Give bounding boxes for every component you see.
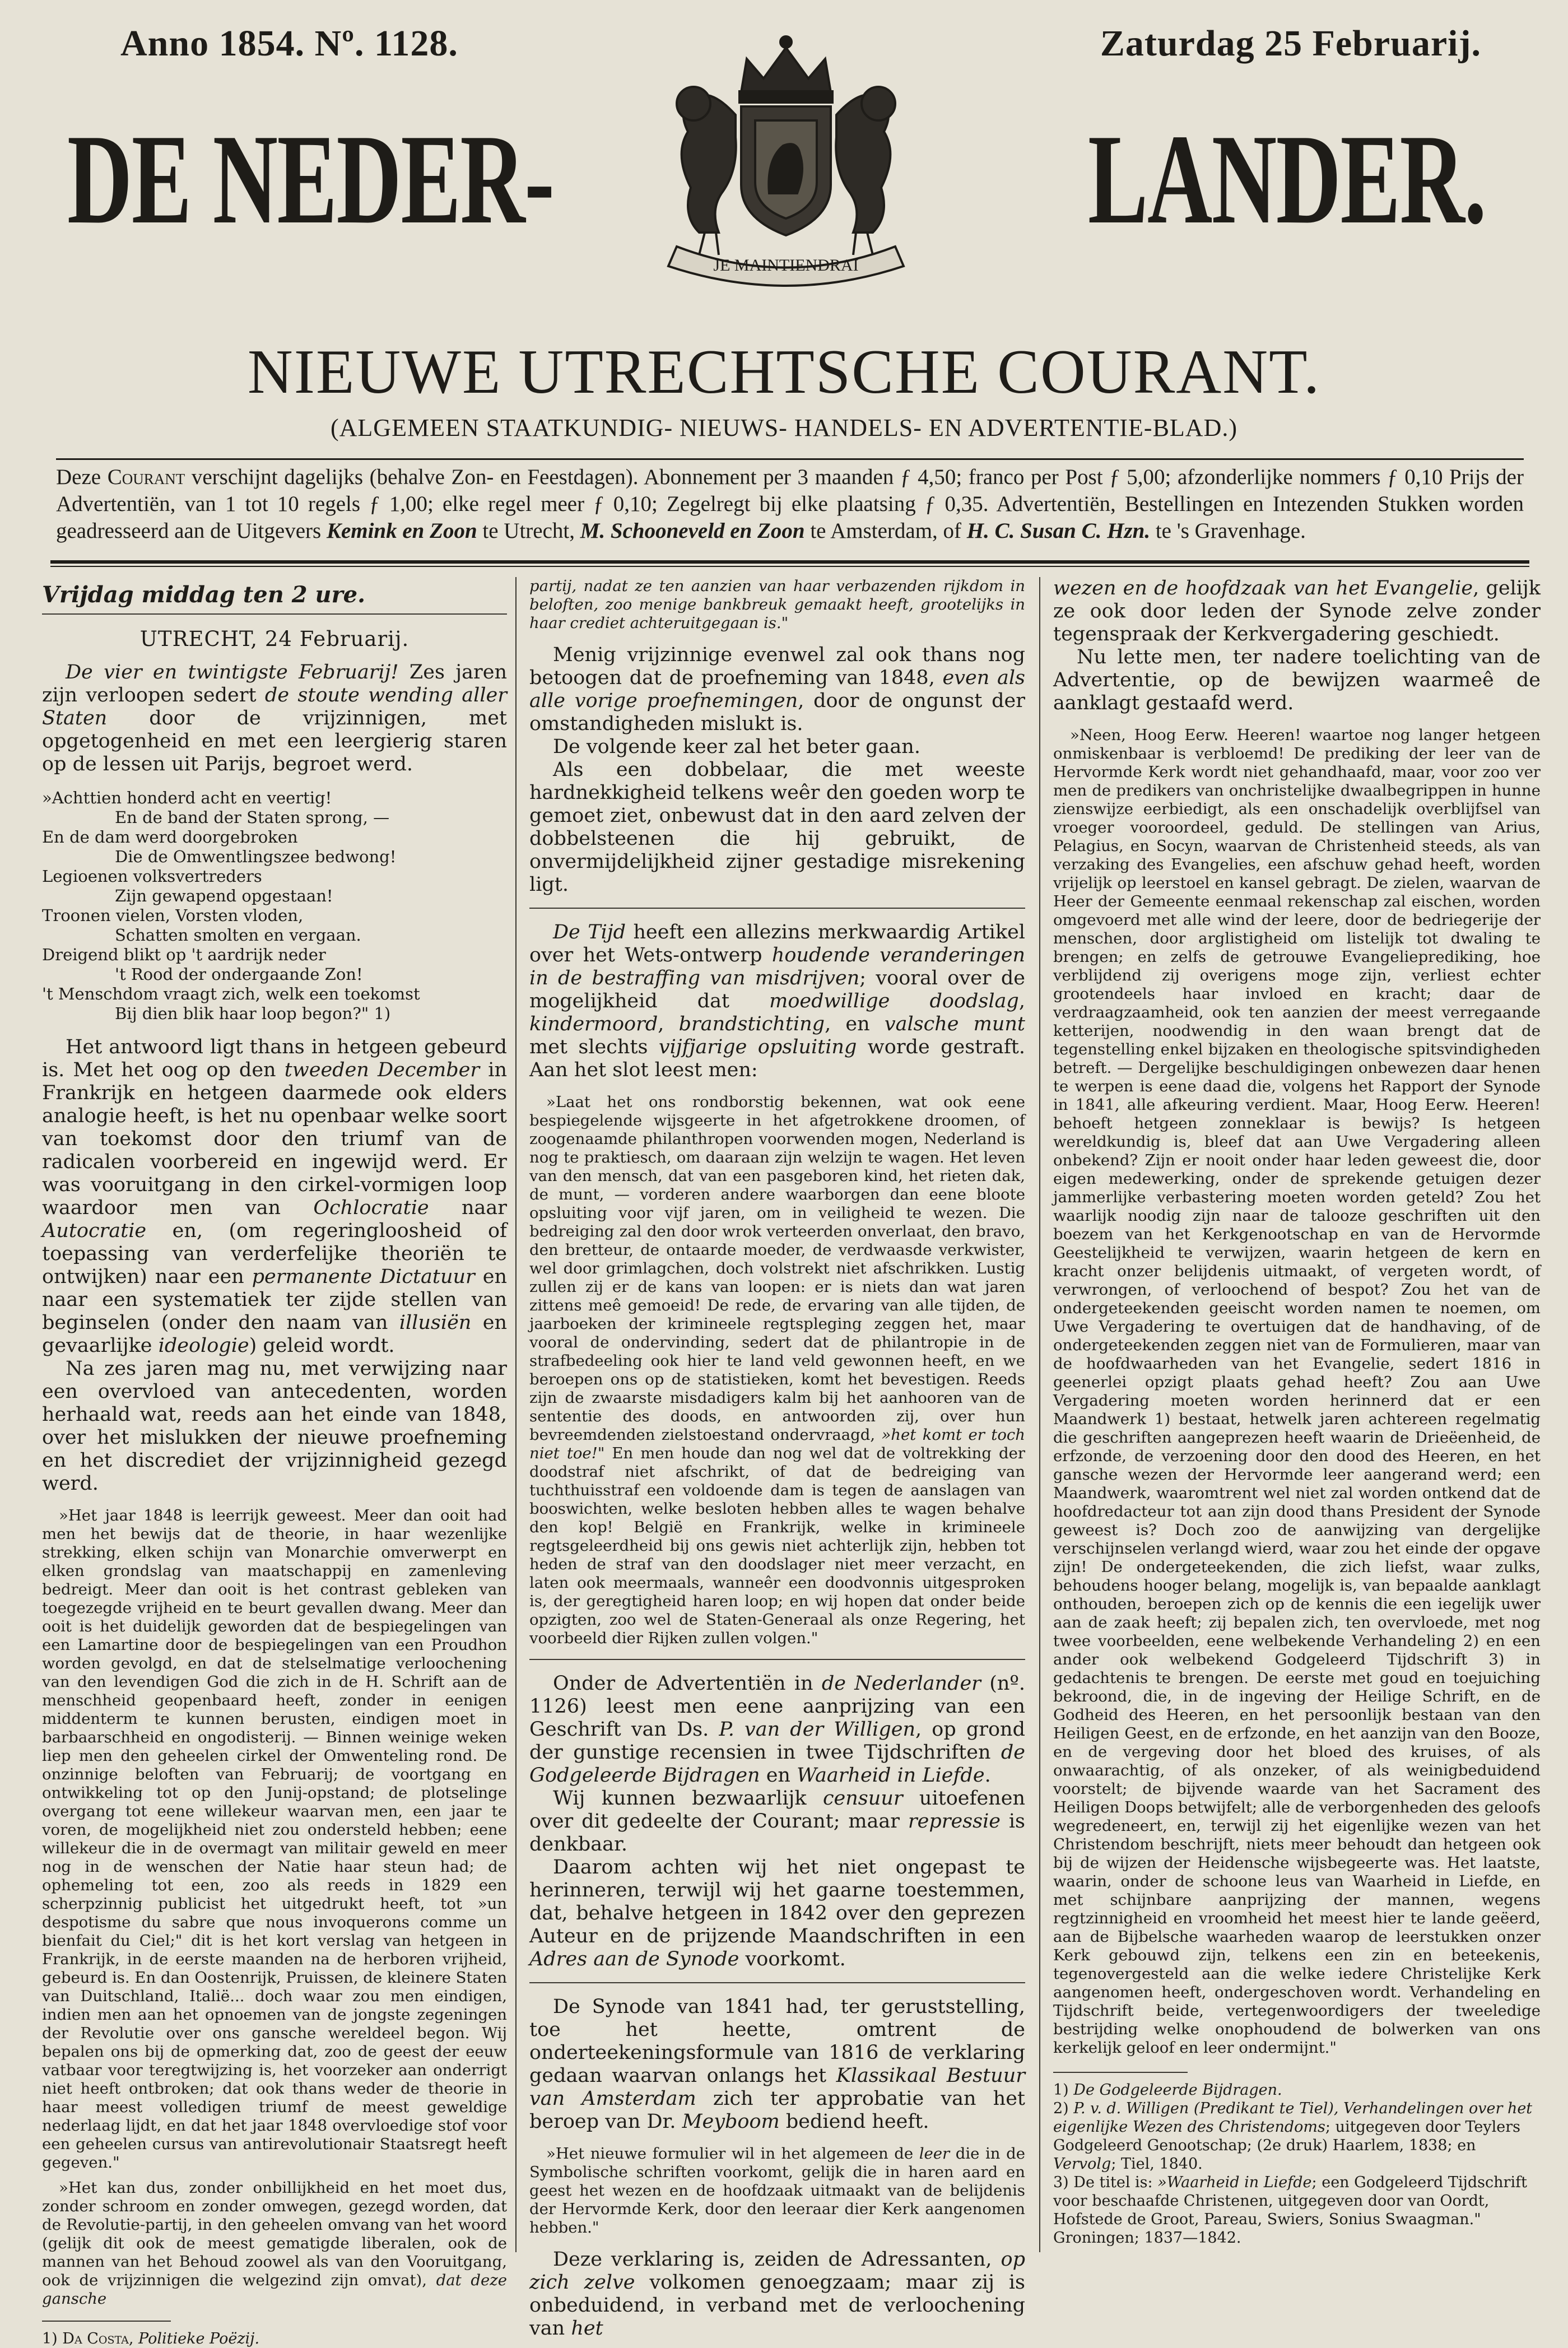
text-run: De Synode van 1841 had, ter geruststelling, toe het heette, omtrent de onderteekeningsformule van 1816 de verklaring gedaan waarvan onlangs het xyxy=(529,1996,1025,2087)
column-3 xyxy=(1053,577,1541,2252)
notice-text: te 's Gravenhage. xyxy=(1150,519,1306,543)
masthead-subsubtitle: (ALGEMEEN STAATKUNDIG- NIEUWS- HANDELS- EN ADVERTENTIE-BLAD.) xyxy=(330,414,1238,441)
text-run: die in de Symbolische schriften voorkomt, gelijk die in haren aard en geest het wezen en de hoofdzaak uitmaakt van de belijdenis der Hervormde Kerk, door den leeraar dier Kerk aangenomen hebben." xyxy=(529,2145,1025,2237)
issue-date: Zaturdag 25 Februarij. xyxy=(1100,23,1481,64)
text-run: »Het nieuwe formulier wil in het algemeen de xyxy=(546,2145,919,2163)
text-italic: kindermoord xyxy=(529,1013,658,1035)
notice-rule-thick xyxy=(50,560,1529,564)
footnote xyxy=(42,2330,507,2348)
text-run: Onder de Advertentiën in xyxy=(553,1672,822,1695)
footnote xyxy=(1053,2081,1541,2099)
text-run: ; Tiel, 1840. xyxy=(1111,2155,1203,2173)
top-rule xyxy=(56,458,1524,460)
text-italic: de Godgeleerde Bijdragen xyxy=(529,1741,1025,1787)
notice-text: Deze xyxy=(56,465,108,489)
city-dateline: UTRECHT, 24 Februarij. xyxy=(139,627,410,651)
column-1 xyxy=(42,577,508,2347)
article-rule xyxy=(529,908,1025,909)
publisher-utrecht: Kemink en Zoon xyxy=(326,519,477,543)
text-italic: even als alle vorige proefnemingen xyxy=(529,667,1026,712)
text-run: , xyxy=(658,1013,679,1035)
masthead-subtitle: NIEUWE UTRECHTSCHE COURANT. xyxy=(247,337,1321,407)
text-italic: Politieke Poëzij. xyxy=(138,2330,260,2347)
text-italic: wezen en de hoofdzaak van het Evangelie xyxy=(1053,577,1473,599)
spacer xyxy=(1053,715,1541,726)
quoted-paragraph: »Neen, Hoog Eerw. Heeren! waartoe nog langer hetgeen onmiskenbaar is verbloemd! De prediking der leer van de Hervormde Kerk wordt niet gehandhaafd, maar, voor zoo ver men de predikers van onchristelijke dwaalbegrippen in hunne zienswijze eerbiedigt, als een onschadelijk overblijfsel van vroeger vooroordeel, geduld. De stellingen van Arius, Pelagius, en Socyn, waarvan de Christenheid steeds, als van verzaking des Evangelies, een afschuw gehad heeft, worden vrijelijk op leerstoel en kansel gebragt. De zielen, waarvan de Heer der Gemeente eenmaal rekenschap zal eischen, worden omgevoerd met alle wind der leere, door de bedriegerije der menschen, door arglistigheid om listelijk tot dwaling te brengen; en zelfs de getrouwe Evangelieprediking, hoe verblijdend zij overigens moge zijn, verliest echter grootendeels haar invloed en kracht; daar de verdraagzaamheid, ook ten aanzien der meest verregaande ketterijen, noodwendig in den waan brengt dat de tegenstelling enkel bijzaken en theologische spitsvindigheden betreft. — Dergelijke beschuldigingen onbewezen daar henen te werpen is eene daad die, volgens het Rapport der Synode in 1841, alle afkeuring verdient. Maar, Hoog Eerw. Heeren! behoeft hetgeen zonneklaar is bewijs? Is hetgeen wereldkundig is, bleef dat aan Uwe Vergadering alleen onbekend? Zijn er nooit onder haar leden geweest die, door eigen medewerking, onder de sprekende getuigen dezer jammerlijke verbastering moeten worden geteld? Zou het waarlijk noodig zijn naar de talooze geschriften uit den boezem van het Kerkgenootschap en van de Hervormde Geestelijkheid te verwijzen, waarin hetgeen de kern en kracht onzer belijdenis uitmaakt, of vergeten wordt, of verwrongen, of verloochend of bespot? Zou het van de ondergeteekenden geeischt worden namen te noemen, om Uwe Vergadering te overtuigen dat de handhaving, of de ondergeteekenden zeggen niet van de Formulieren, maar van de hoofdwaarheden van het Evangelie, sedert 1816 in geenerlei opzigt plaats gehad heeft? Zou aan Uwe Vergadering moeten worden herinnerd dat er een Maandwerk 1) bestaat, hetwelk jaren achtereen regelmatig die geschriften aangeprezen heeft waarin de Drieëenheid, de erfzonde, de verzoening door den dood des Heeren, en het gansche wezen der Hervormde leer aangerand werd; een Maandwerk, waaromtrent wel niet zal worden ontkend dat de hoofdredacteur tot aan zijn dood thans President der Synode geweest is? Doch zoo de aanwijzing van dergelijke verschijnselen verlangd wierd, waar zou het einde der opgave zijn! De ondergeteekenden, die zich liefst, waar zulks, behoudens hooger belang, mogelijk is, van bepaalde aanklagt onthouden, beroepen zich op de kennis die een iegelijk uwer aan de zaak heeft; zij bepalen zich, ten overvloede, met nog twee voorbeelden, eene welbekende Verhandeling 2) en een ander ook welbekend Godgeleerd Tijdschrift 3) in gedachtenis te brengen. De eerste met goud en toejuiching bekroond, die, in de ingeving der Heilige Schrift, en de Godheid des Heeren, en het persoonlijk bestaan van den Heiligen Geest, en de erfzonde, en het aanzijn van den Booze, en de vergeving door het bloed des kruises, of als onwaarachtig, of als onzeker, of als weinigbeduidend voorstelt; de bijvende waarde van het Sacrament des Heiligen Doops betwijfelt; alle de verborgenheden des geloofs wegredeneert, en, terwijl zij het eigenlijke wezen van het Christendom beschrijft, niets meer behoudt dan hetgeen ook bij de wijzen der Heidensche wijsbegeerte was. Het laatste, waarin, onder de schoone leus van Waarheid in Liefde, en met schijnbare aanprijzing der mannen, wegens regtzinnigheid en vroomheid het meest hier te lande geëerd, aan de Bijbelsche waarheden waarop de leerstukken onzer Kerk gebouwd zijn, telkens een zin en beteekenis, tegenovergesteld aan die welke iedere Christelijke Kerk aangenomen heeft, ondergeschoven wordt. Verhandeling en Tijdschrift beide, vertegenwoordigers der tweeledige bestrijding welke onophoudend de bolwerken van ons kerkelijk geloof en leer ondermijnt." xyxy=(1053,726,1541,2057)
text-run: (nº. 1126) leest men eene aanprijzing van een Geschrift van Ds. xyxy=(529,1672,1025,1741)
text-run: Wij kunnen bezwaarlijk xyxy=(553,1787,823,1810)
footnote xyxy=(1053,2099,1541,2173)
text-italic: dat deze gansche xyxy=(42,2271,507,2308)
spacer xyxy=(529,2133,1025,2145)
text-italic: de stoute wending aller Staten xyxy=(42,684,507,729)
subscription-notice xyxy=(56,464,1524,545)
text-italic: P. van der Willigen xyxy=(719,1718,916,1741)
text-run: 1) xyxy=(42,2330,63,2347)
article-paragraph xyxy=(529,921,1025,1082)
text-italic: censuur xyxy=(822,1787,903,1810)
footnote xyxy=(1053,2173,1541,2247)
royal-coat-of-arms-icon xyxy=(621,25,951,289)
article-paragraph xyxy=(529,2248,1025,2340)
poem-line: Dreigend blikt op 't aardrijk neder xyxy=(42,945,326,964)
footnote-rule xyxy=(42,2321,171,2322)
spacer xyxy=(42,2172,507,2179)
text-italic: permanente Dictatuur xyxy=(252,1266,475,1288)
quoted-paragraph xyxy=(529,2145,1025,2237)
text-run: 2) xyxy=(1053,2100,1074,2117)
text-italic: op zich zelve xyxy=(529,2248,1025,2294)
notice-text: verschijnt dagelijks (behalve Zon- en Feestdagen). Abonnement per 3 maanden ƒ 4,50; franco per Post ƒ 5,00; afzonderlijke nommers ƒ 0,10 Prijs der Advertentiën, van 1 tot 10 regels ƒ 1,00; elke regel meer ƒ 0,10; Zegelregt bij elke plaatsing ƒ 0,35. Advertentiën, Bestellingen en Intezenden Stukken worden geadresseerd aan de Uitgevers xyxy=(56,465,1524,543)
column-rule-1 xyxy=(515,577,517,2252)
issue-number: Anno 1854. Nº. 1128. xyxy=(120,23,458,64)
text-italic: ideologie xyxy=(158,1335,249,1357)
text-run: en xyxy=(760,1764,797,1787)
text-run: ) geleid wordt. xyxy=(249,1335,395,1357)
quoted-paragraph: »Het jaar 1848 is leerrijk geweest. Meer dan ooit had men het bewijs dat de theorie, in haar wezenlijke strekking, elken schijn van Monarchie omverwerpt en elken grondslag van maatschappij en zamenleving bedreigt. Meer dan ooit is het contrast gebleken van toegezegde vrijheid en te beurt gevallen dwang. Meer dan ooit is het duidelijk geworden dat de bespiegelingen van een Lamartine door de bespiegelingen van een Proudhon worden gevolgd, en dat de stelselmatige verloochening van den levendigen God die zich in de H. Schrift aan de menschheid geopenbaard heeft, zonder in eenigen middenterm te kunnen berusten, eindigen moet in barbaarschheid en ongodisterij. — Binnen weinige weken liep men den geheelen cirkel der Omwenteling rond. De onzinnige beloften van Februarij; de voortgang en ontwikkeling tot op den Junij-opstand; de plotselinge overgang tot eene willekeur waarvan men, een jaar te voren, de mogelijkheid niet zou ondersteld hebben; eene willekeur die in de overmagt van militair geweld en meer nog in de wenschen der Natie haar steun had; de ophemeling tot een, zoo als reeds in 1829 een scherpzinnig publicist het uitgedrukt heeft, tot »un despotisme du sabre que nous invoquerons comme un bienfait du Ciel;" dit is het kort verslag van hetgeen in Frankrijk, in de eerste maanden na de herboren vrijheid, gebeurd is. En dan Oostenrijk, Pruissen, de kleinere Staten van Duitschland, Italië... doch waar zou men eindigen, indien men aan het opnoemen van de jongste zegeningen der Revolutie over ons gansche wereldeel begon. Wij bepalen ons bij de opmerking dat, zoo de geest der eeuw vatbaar voor teregtwijzing is, het voorzeker aan onderrigt niet heeft ontbroken; dat ook thans weder de theorie in haar meest volledigen triumf de meest geweldige nederlaag lijdt, en dat het jaar 1848 overvloedige stof voor een geheelen cursus van antirevolutionair Staatsregt heeft gegeven." xyxy=(42,1507,507,2172)
quoted-paragraph xyxy=(529,1093,1025,1648)
masthead-title-right: LANDER. xyxy=(1088,108,1486,250)
poem-line: »Achttien honderd acht en veertig! xyxy=(42,788,332,807)
text-run: , xyxy=(128,2330,139,2347)
text-run: »Laat het ons rondborstig bekennen, wat ook eene bespiegelende wijsgeerte in het afgetrokkene droomen, of zoogenaamde philanthropen voorwenden mogen, Nederland is nog te praktiesch, om daaraan zijn welzijn te wagen. Het leven van den mensch, dat van een pasgeboren kind, het rieten dak, de munt, — vorderen andere waarborgen dan eene bloote opsluiting voor vijf jaren, om in veiligheid te wezen. Die bedreiging zal den door wrok verteerden onverlaat, den bravo, den bretteur, de ontaarde moeder, de verdwaasde verkwister, wel door grimlagchen, doch volstrekt niet afschrikken. Lustig zullen zij er de kans van loopen: er is niets dan wat jaren zittens meê gemoeid! De rede, de ervaring van alle tijden, de jaarboeken der krimineele regtspleging zeggen het, maar vooral de ondervinding, sedert dat de philantropie in de strafbedeeling ook hier te land veld gewonnen heeft, en we beroepen ons op de statistieken, komt het bevestigen. Reeds zijn de zwaarste misdadigers kalm bij het aanhooren van de sententie des doods, en antwoorden zij, over hun bevreemdenden zielstoestand ondervraagd, xyxy=(529,1093,1025,1444)
text-italic: Klassikaal Bestuur van Amsterdam xyxy=(529,2065,1025,2110)
poem-line: Troonen vielen, Vorsten vloden, xyxy=(42,906,304,925)
poem-quotation xyxy=(42,788,507,1024)
article-paragraph: Nu lette men, ter nadere toelichting van de Advertentie, op de bewijzen waarmeê de aanklagt gestaafd werd. xyxy=(1053,646,1541,714)
text-run: uitoefenen over dit gedeelte der Courant; maar xyxy=(529,1787,1025,1833)
article-paragraph xyxy=(529,644,1025,736)
masthead-title-left: DE NEDER- xyxy=(67,108,554,250)
poem-line: En de band der Staten sprong, — xyxy=(115,808,390,827)
article-rule xyxy=(529,1659,1025,1660)
article-paragraph xyxy=(529,1856,1025,1971)
text-italic: Ochlocratie xyxy=(313,1197,429,1219)
text-run: door de vrijzinnigen, met opgetogenheid en met een leergierig staren op de lessen uit Parijs, begroet werd. xyxy=(42,707,507,775)
text-run: is denkbaar. xyxy=(529,1810,1026,1856)
text-run: , gelijk ze ook door leden der Synode zelve zonder tegenspraak der Kerkvergadering geschiedt. xyxy=(1053,577,1541,645)
article-paragraph xyxy=(1053,577,1541,646)
text-italic: P. v. d. Willigen (Predikant te Tiel), Verhandelingen over het eigenlijke Wezen des Christendoms xyxy=(1053,2100,1533,2136)
text-run: 3) De titel is: xyxy=(1053,2174,1158,2191)
text-run: ; uitgegeven door Teylers Godgeleerd Genootschap; (2e druk) Haarlem, 1838; en xyxy=(1053,2118,1520,2154)
text-run: worde gestraft. Aan het slot leest men: xyxy=(529,1036,1025,1081)
notice-text: te Amsterdam, of xyxy=(804,519,967,543)
text-italic: partij, nadat ze ten aanzien van haar verbazenden rijkdom in beloften, zoo menige bankbreuk gemaakt heeft, grootelijks in haar crediet achteruitgegaan is." xyxy=(529,577,1025,632)
poem-line: 't Rood der ondergaande Zon! xyxy=(115,965,363,984)
text-italic: moedwillige doodslag xyxy=(769,990,1019,1012)
text-run: voorkomt. xyxy=(739,1948,846,1970)
text-italic: »het komt er toch niet toe!" xyxy=(529,1426,1025,1462)
text-run: , en xyxy=(825,1013,885,1035)
crest-motto: JE MAINTIENDRAI xyxy=(713,256,859,275)
quoted-paragraph xyxy=(42,2179,507,2308)
spacer xyxy=(529,633,1025,644)
text-run: en naar een systematiek ter zijde stellen van beginselen (onder den naam van xyxy=(42,1266,507,1334)
text-italic: de Nederlander xyxy=(821,1672,981,1695)
text-run: En men houde dan nog wel dat de voltrekking der doodstraf niet afschrikt, of dat de bedreiging van tuchthuisstraf een voldoende dam is tegen de aanslagen van booswichten, welke besloten hebben alles te wagen behalve den kop! België en Frankrijk, welke in krimineele regtsgeleerdheid bij ons gewis niet achterlijk zijn, hebben tot heden de straf van den doodslager niet meer verzacht, en laten ook meermaals, wanneêr een doodvonnis uitgesproken is, der geregtigheid haren loop; en wij hopen dat onder beide opzigten, zoo wel de Staten-Generaal als onze Regering, het voorbeeld dier Rijken zullen volgen." xyxy=(529,1444,1026,1647)
text-italic: leer xyxy=(919,2145,950,2163)
poem-line: Legioenen volksvertreders xyxy=(42,867,262,886)
spacer xyxy=(529,1082,1025,1093)
text-italic: De Tijd xyxy=(553,921,626,943)
text-run: , door de ongunst der omstandigheden mislukt is. xyxy=(529,690,1025,735)
article-paragraph xyxy=(529,1996,1025,2133)
poem-line: 't Menschdom vraagt zich, welk een toekomst xyxy=(42,984,420,1003)
publisher-amsterdam: M. Schooneveld en Zoon xyxy=(580,519,805,543)
footnote-rule xyxy=(1053,2072,1188,2073)
publisher-gravenhage: H. C. Susan C. Hzn. xyxy=(966,519,1151,543)
heading-rule xyxy=(42,613,507,615)
text-run: naar xyxy=(429,1197,507,1219)
text-run: . xyxy=(984,1764,991,1787)
quoted-paragraph xyxy=(529,577,1025,633)
text-run: Daarom achten wij het niet ongepast te herinneren, terwijl wij het gaarne toestemmen, dat, behalve hetgeen in 1842 over den geprezen Auteur en de prijzende Maandschriften in een xyxy=(529,1856,1025,1947)
text-italic: vijfjarige opsluiting xyxy=(658,1036,857,1058)
text-run: en, (om regeringloosheid of toepassing van verderfelijke theoriën te ontwijken) naar een xyxy=(42,1220,507,1288)
text-run: en gevaarlijke xyxy=(42,1312,507,1357)
text-italic: het xyxy=(571,2317,603,2340)
text-run: heeft een allezins merkwaardig Artikel over het Wets-ontwerp xyxy=(529,921,1025,966)
article-paragraph: Als een dobbelaar, die met weeste hardnekkigheid telkens weêr den goeden worp te gemoet ziet, onbewust dat in den aard zelven der dobbelsteenen die hij gebruikt, de onvermijdelijkheid zijner gestadige misrekening ligt. xyxy=(529,759,1025,896)
article-paragraph: Na zes jaren mag nu, met verwijzing naar een overvloed van antecedenten, worden herhaald wat, reeds aan het einde van 1848, over het mislukken der nieuwe proefneming en het discrediet der vrijzinnigheid gezegd werd. xyxy=(42,1357,507,1495)
text-italic: brandstichting xyxy=(678,1013,825,1035)
text-italic: repressie xyxy=(908,1810,1001,1833)
text-run: bediend heeft. xyxy=(779,2110,929,2133)
text-italic: Waarheid in Liefde xyxy=(797,1764,985,1787)
article-paragraph: De volgende keer zal het beter gaan. xyxy=(553,736,920,758)
text-run: »Het kan dus, zonder onbillijkheid en het moet dus, zonder schroom en zonder omwegen, gezegd worden, dat de Revolutie-partij, in den geheelen omvang van het woord (gelijk dit ook de meest gematigde liberalen, ook de mannen van het Behoud zoowel als van den Vooruitgang, ook de vrijzinnigen die welgezind zijn omvat), xyxy=(42,2179,507,2289)
text-italic: De vier en twintigste Februarij! xyxy=(66,661,399,684)
text-run: , op grond der gunstige recensien in twee Tijdschriften xyxy=(529,1718,1025,1764)
text-run: met slechts xyxy=(529,1036,659,1058)
article-paragraph xyxy=(42,661,507,776)
article-paragraph xyxy=(42,1036,507,1357)
text-italic: valsche munt xyxy=(884,1013,1025,1035)
text-run: Da Costa xyxy=(62,2330,129,2347)
text-run: Deze verklaring is, zeiden de Adressanten, xyxy=(553,2248,1001,2271)
text-run: ; vooral over de mogelijkheid dat xyxy=(529,967,1025,1012)
spacer xyxy=(42,1495,507,1507)
edition-heading: Vrijdag middag ten 2 ure. xyxy=(42,582,366,608)
poem-line: Die de Omwentlingszee bedwong! xyxy=(115,847,397,866)
text-run: Het antwoord ligt thans in hetgeen gebeurd is. Met het oog op den xyxy=(42,1036,507,1081)
text-italic: »Waarheid in Liefde xyxy=(1157,2174,1312,2191)
notice-text: te Utrecht, xyxy=(477,519,580,543)
text-run: Menig vrijzinnige evenwel zal ook thans nog betoogen dat de proefneming van 1848, xyxy=(529,644,1025,689)
article-paragraph xyxy=(529,1787,1025,1856)
text-italic: houdende veranderingen in de bestraffing van misdrijven xyxy=(529,944,1025,989)
spacer xyxy=(529,2237,1025,2248)
column-2 xyxy=(529,577,1026,2340)
article-paragraph xyxy=(529,1672,1025,1787)
text-italic: Vervolg xyxy=(1053,2155,1111,2173)
text-italic: Autocratie xyxy=(42,1220,147,1242)
text-run: in Frankrijk en hetgeen daarmede ook elders analogie heeft, is het nu openbaar welke soort van toekomst door den triumf van de radicalen voorbereid en ingewijd werd. Er was vooruitgang in den cirkel-vormigen loop waardoor men van xyxy=(42,1059,507,1219)
text-italic: illusiën xyxy=(399,1312,472,1334)
text-italic: tweeden December xyxy=(284,1059,480,1081)
text-run: volkomen genoegzaam; maar zij is onbeduidend, in verband met de verloochening van xyxy=(529,2271,1025,2340)
text-run: Zes jaren zijn verloopen sedert xyxy=(42,661,508,706)
text-run: 1) xyxy=(1053,2081,1074,2099)
notice-courant: Courant xyxy=(107,465,185,489)
notice-rule-thin xyxy=(50,566,1529,567)
poem-line: Bij dien blik haar loop begon?" 1) xyxy=(115,1004,391,1023)
column-rule-2 xyxy=(1039,577,1040,2252)
text-run: , xyxy=(1018,990,1025,1012)
poem-line: En de dam werd doorgebroken xyxy=(42,827,298,847)
poem-line: Zijn gewapend opgestaan! xyxy=(115,886,333,905)
article-rule xyxy=(529,1982,1025,1983)
text-run: ; een Godgeleerd Tijdschrift voor beschaafde Christenen, uitgegeven door van Oordt, Hofstede de Groot, Pareau, Swiers, Sonius Swaagman." Groningen; 1837—1842. xyxy=(1053,2174,1527,2247)
text-italic: De Godgeleerde Bijdragen. xyxy=(1073,2081,1282,2099)
text-run: zich ter approbatie van het beroep van Dr. xyxy=(529,2087,1026,2133)
text-italic: Meyboom xyxy=(682,2110,780,2133)
poem-line: Schatten smolten en vergaan. xyxy=(115,926,361,945)
text-italic: Adres aan de Synode xyxy=(529,1948,739,1970)
